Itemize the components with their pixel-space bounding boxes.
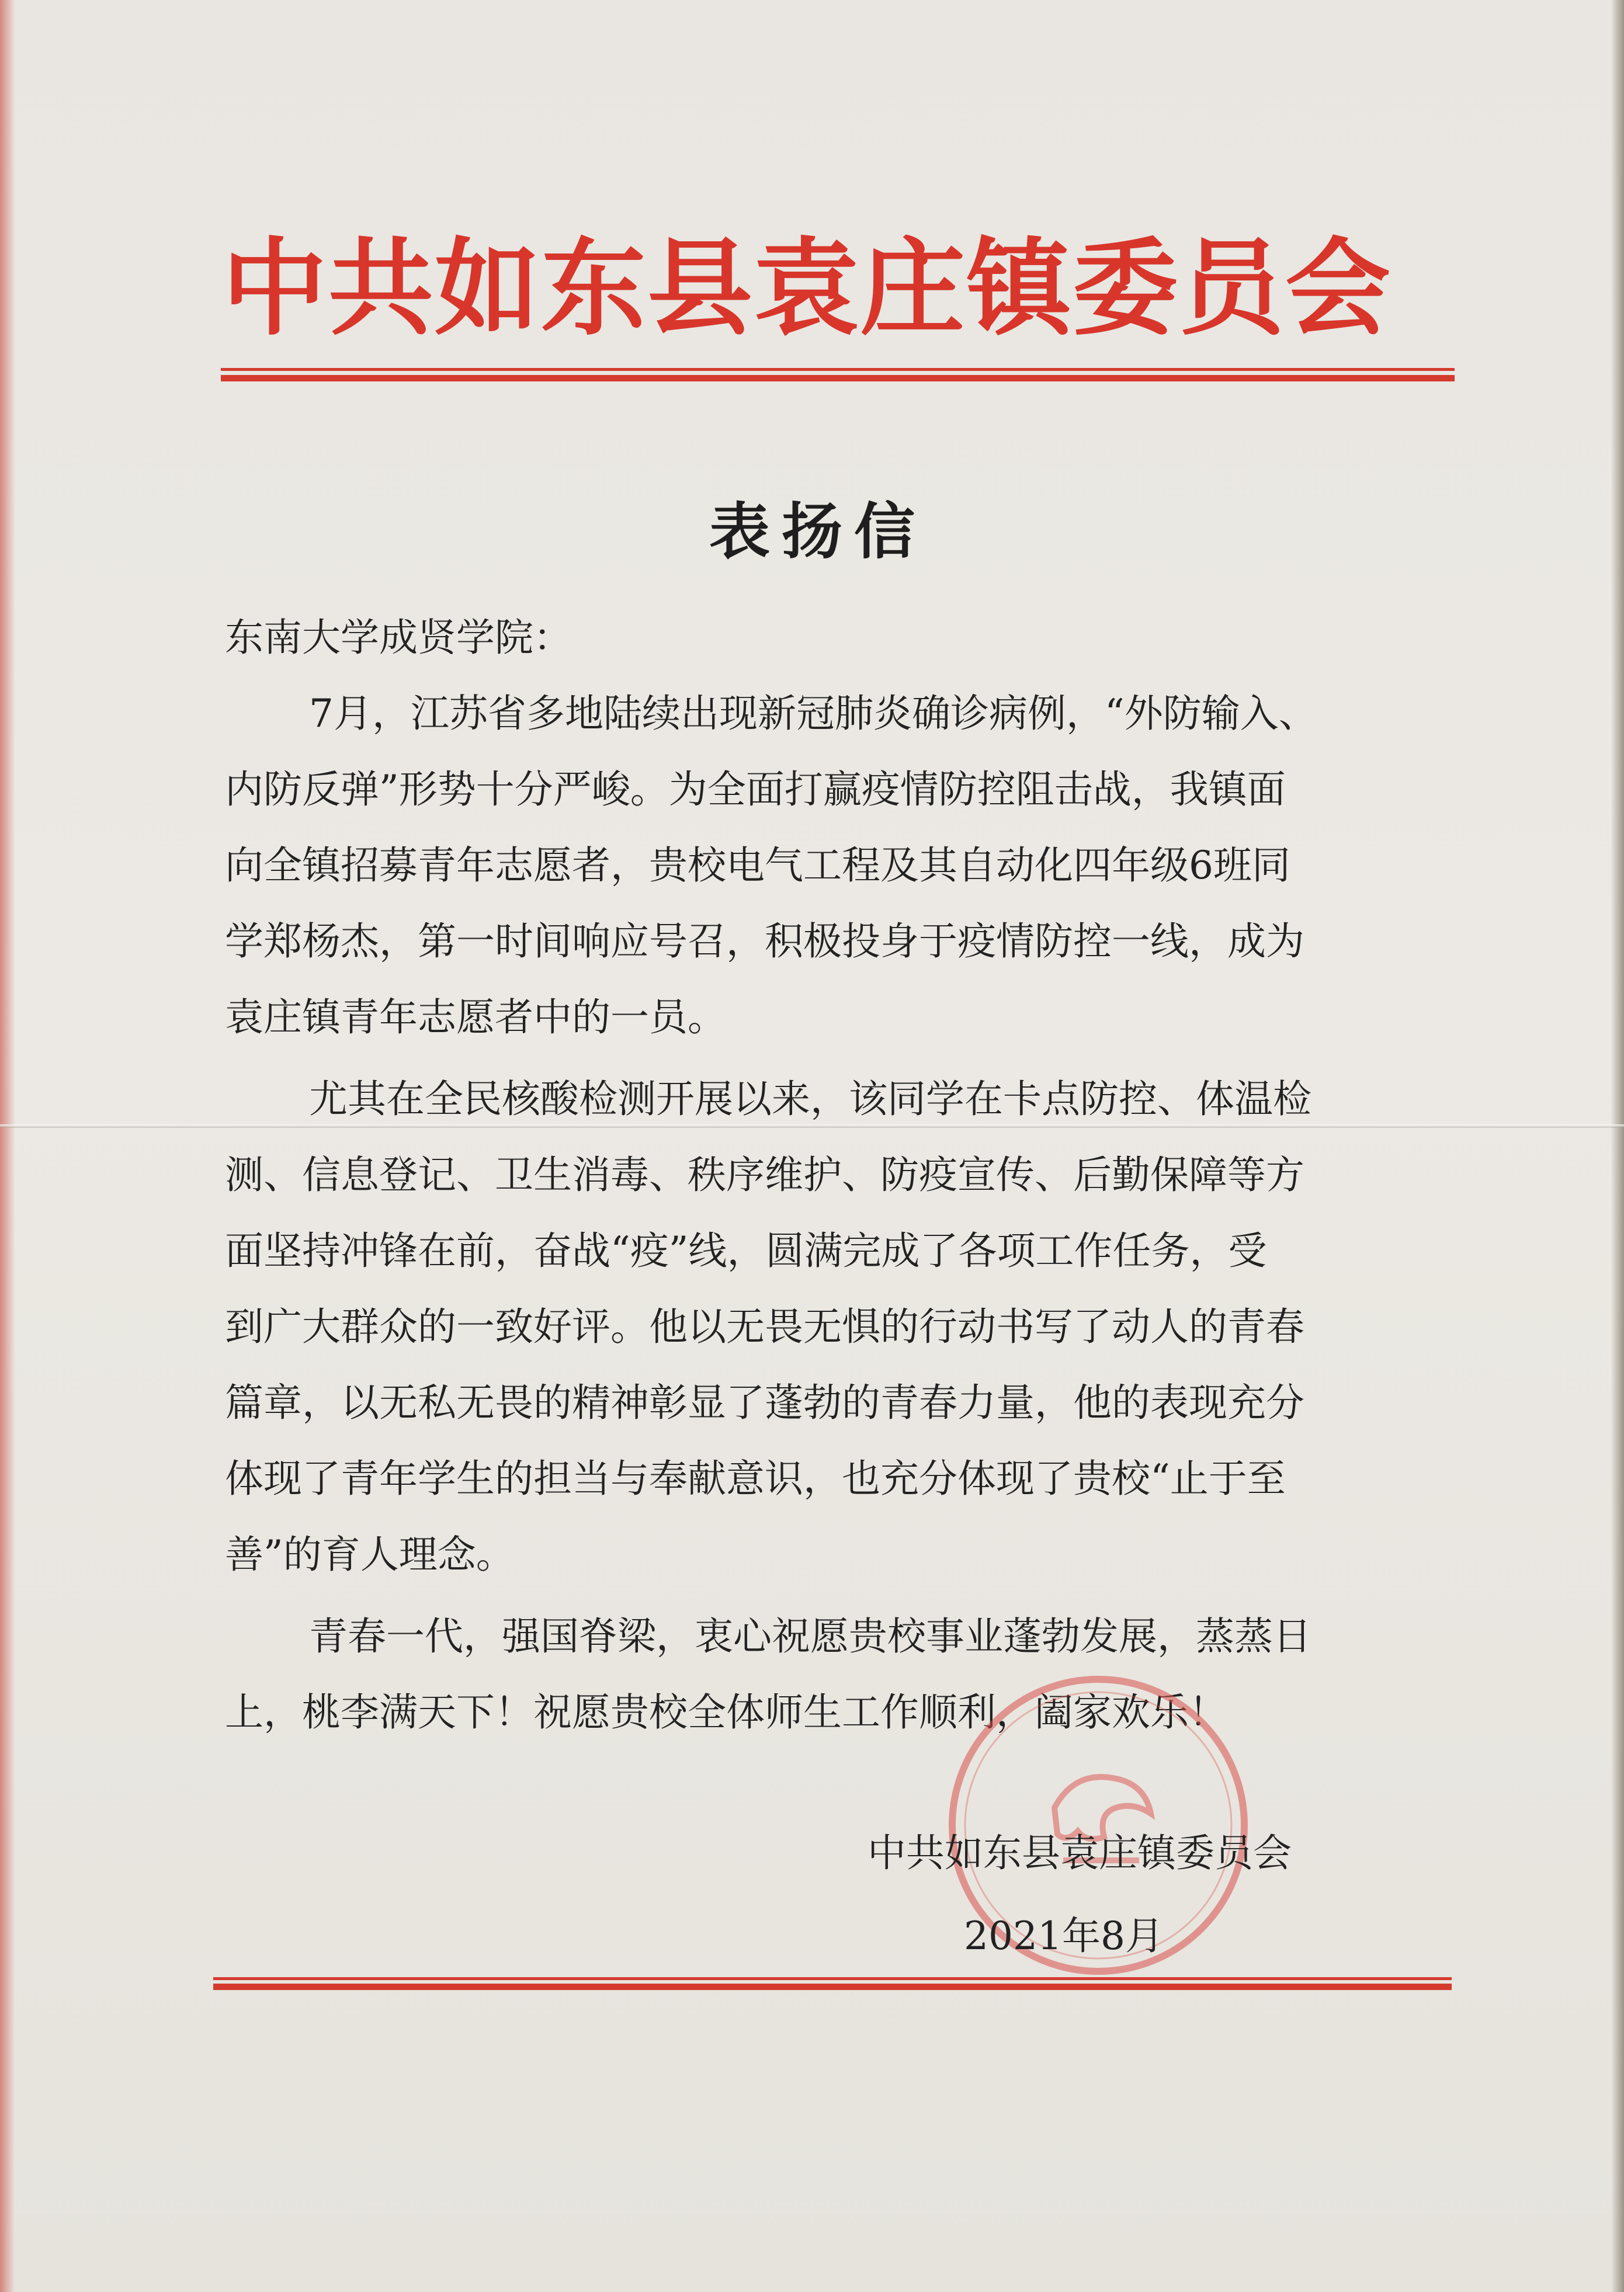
body-line: 尤其在全民核酸检测开展以来，该同学在卡点防控、体温检 — [309, 1076, 1311, 1121]
body-line: 上，桃李满天下！祝愿贵校全体师生工作顺利，阖家欢乐！ — [225, 1690, 1227, 1735]
signature-date: 2021年8月 — [964, 1914, 1164, 1958]
salutation: 东南大学成贤学院： — [225, 615, 572, 660]
letterhead-rule-thick — [221, 375, 1455, 381]
body-line: 善”的育人理念。 — [225, 1532, 515, 1577]
body-line: 学郑杨杰，第一时间响应号召，积极投身于疫情防控一线，成为 — [225, 919, 1304, 964]
paper-left-edge — [0, 0, 15, 2292]
body-line: 体现了青年学生的担当与奉献意识，也充分体现了贵校“止于至 — [225, 1456, 1286, 1501]
letter-title: 表扬信 — [709, 496, 926, 567]
body-line: 7月，江苏省多地陆续出现新冠肺炎确诊病例，“外防输入、 — [309, 691, 1317, 736]
letterhead-organization: 中共如东县袁庄镇委员会 — [222, 228, 1392, 350]
footer-rule-thin — [213, 1977, 1452, 1980]
body-line: 青春一代，强国脊梁，衷心祝愿贵校事业蓬勃发展，蒸蒸日 — [309, 1614, 1311, 1659]
signature-organization: 中共如东县袁庄镇委员会 — [867, 1831, 1292, 1876]
body-line: 篇章，以无私无畏的精神彰显了蓬勃的青春力量，他的表现充分 — [225, 1380, 1304, 1425]
body-line: 内防反弹”形势十分严峻。为全面打赢疫情防控阻击战，我镇面 — [225, 767, 1286, 812]
body-line: 测、信息登记、卫生消毒、秩序维护、防疫宣传、后勤保障等方 — [225, 1152, 1304, 1197]
footer-rule-thick — [213, 1984, 1452, 1990]
body-line: 面坚持冲锋在前，奋战“疫”线，圆满完成了各项工作任务，受 — [225, 1228, 1267, 1273]
body-line: 向全镇招募青年志愿者，贵校电气工程及其自动化四年级6班同 — [225, 843, 1290, 888]
paper-right-edge — [1611, 0, 1624, 2292]
letterhead-rule-thin — [221, 368, 1455, 371]
body-line: 到广大群众的一致好评。他以无畏无惧的行动书写了动人的青春 — [225, 1304, 1304, 1349]
body-line: 袁庄镇青年志愿者中的一员。 — [225, 995, 726, 1040]
